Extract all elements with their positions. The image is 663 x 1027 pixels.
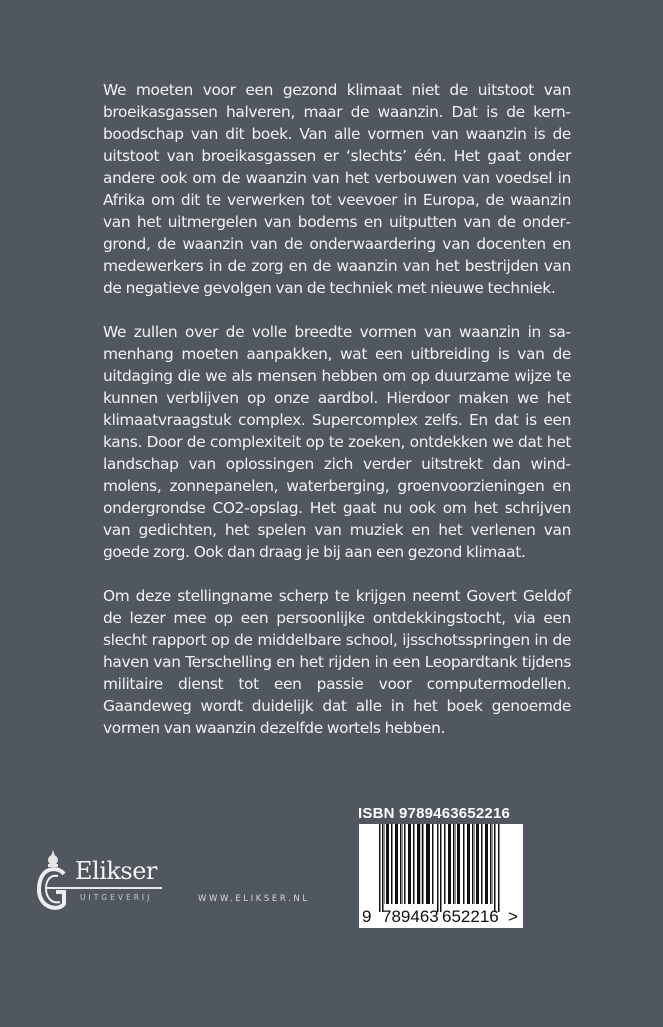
barcode-digit-first: 9 [362, 907, 372, 926]
barcode-digits [362, 907, 520, 927]
barcode-bars-icon [377, 824, 507, 912]
isbn-barcode [359, 824, 523, 928]
blurb-text [103, 79, 571, 761]
quiet-zone-marker: > [508, 907, 518, 926]
isbn-label: ISBN 9789463652216 [358, 805, 511, 822]
blurb-paragraph-3: Om deze stellingname scherp te krijgen neemt Govert Geldof de lezer mee op een persoonlijke ontdekkingstocht, via een slecht rapport op de middelbare school, ijsschotsspringen in de haven van Terschelling en het rijden in een Leopardtank tijdens militaire dienst tot een passie voor computermodellen. Gaandeweg wordt duidelijk dat alle in het boek genoemde vormen van waanzin dezelfde wortels hebben. [103, 587, 571, 737]
barcode-digits-left: 789463 [382, 907, 439, 926]
publisher-subtitle: UITGEVERIJ [80, 893, 153, 902]
publisher-website: WWW.ELIKSER.NL [198, 894, 310, 904]
blurb-paragraph-1: We moeten voor een gezond klimaat niet de uitstoot van broeikasgassen halveren, maar de waanzin. Dat is de kernboodschap van dit boek. Van alle vormen van waanzin is de uitstoot van broeikasgassen er ‘slechts’ één. Het gaat onder andere ook om de waanzin van het verbouwen van voedsel in Afrika om dit te verwerken tot veevoer in Europa, de waanzin van het uitmergelen van bodems en uitputten van de ondergrond, de waanzin van de onderwaardering van docenten en medewerkers in de zorg en de waanzin van het bestrijden van de negatieve gevolgen van de techniek met nieuwe techniek. [103, 81, 571, 297]
blurb-paragraph-2: We zullen over de volle breedte vormen van waanzin in samenhang moeten aanpakken, wat een uitbreiding is van de uitdaging die we als mensen hebben om op duurzame wijze te kunnen verblijven op onze aardbol. Hierdoor maken we het klimaatvraagstuk complex. Supercomplex zelfs. En dat is een kans. Door de complexiteit op te zoeken, ontdekken we dat het landschap van oplossingen zich verder uitstrekt dan windmolens, zonnepanelen, waterberging, groenvoorzieningen en ondergrondse CO2-opslag. Het gaat nu ook om het schrijven van gedichten, het spelen van muziek en het verlenen van goede zorg. Ook dan draag je bij aan een gezond klimaat. [103, 323, 571, 561]
barcode-digits-right: 652216 [442, 907, 499, 926]
logo-divider [74, 887, 162, 889]
publisher-name: Elikser [75, 857, 157, 885]
